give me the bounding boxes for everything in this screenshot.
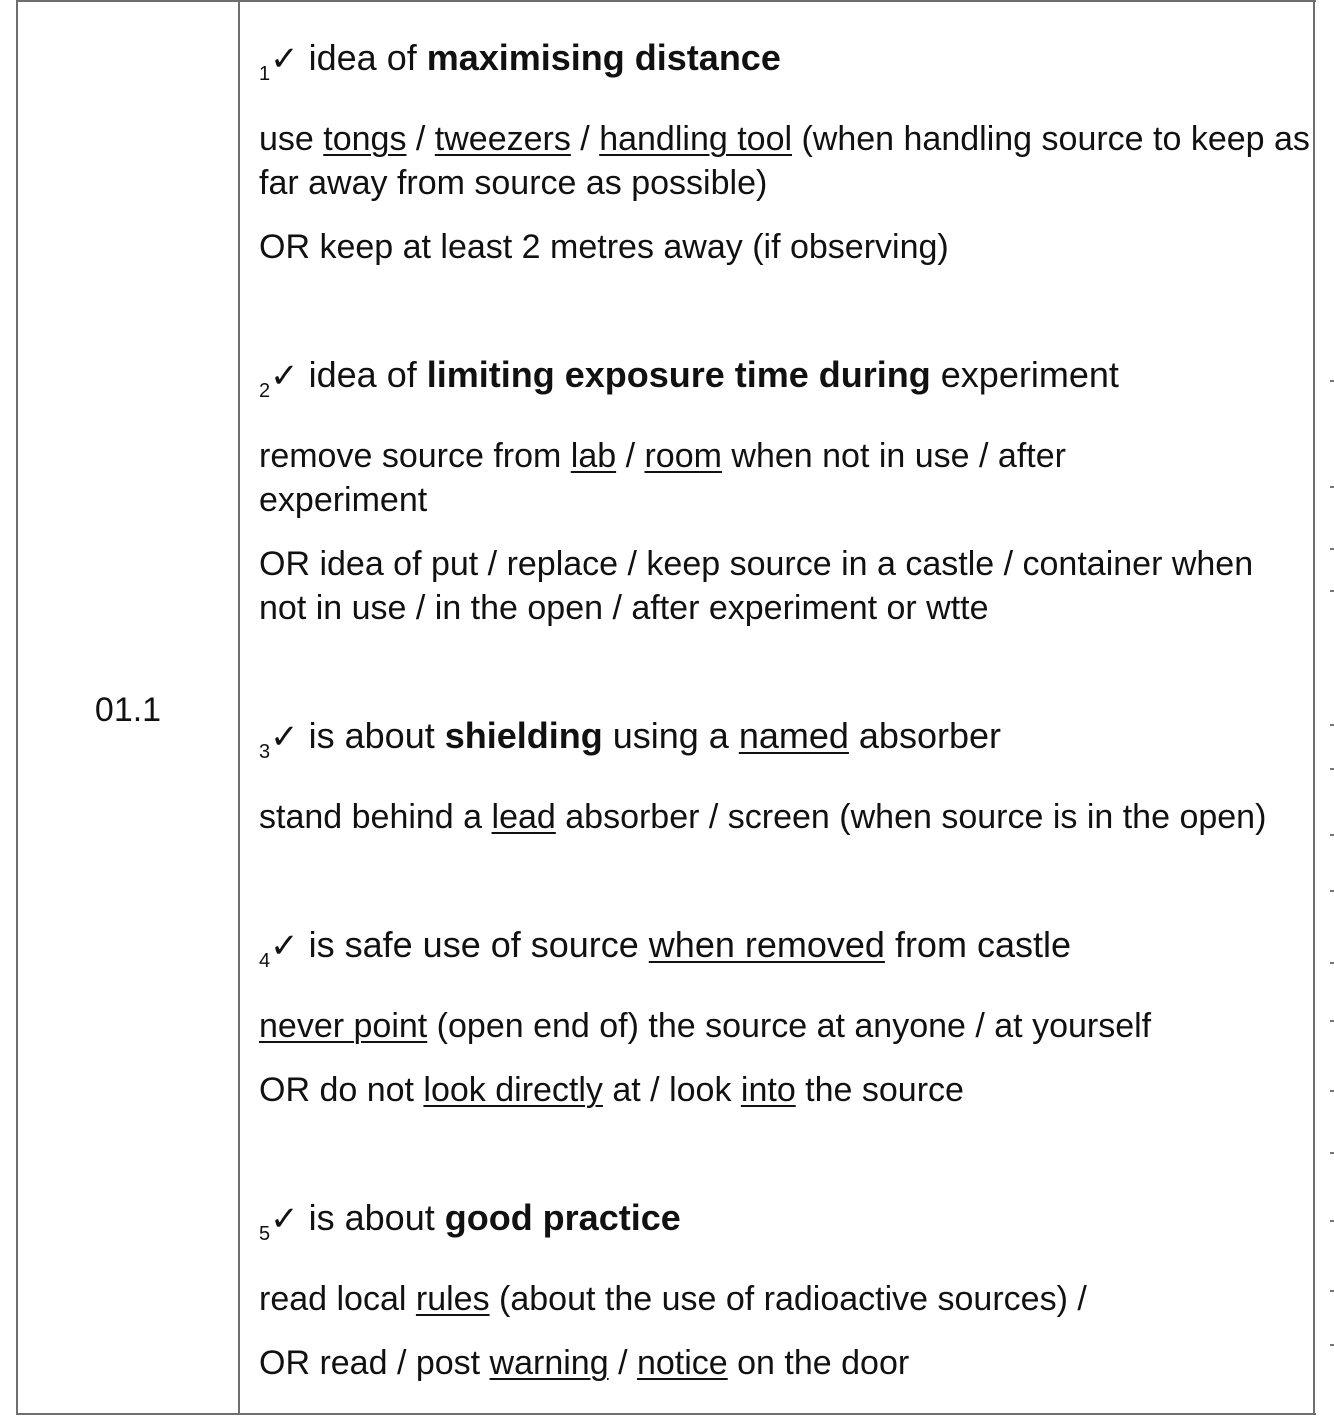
marking-point-3	[259, 714, 1311, 839]
marking-point-5	[259, 1196, 1311, 1385]
text-run: /	[608, 1344, 637, 1382]
text-run: is about	[308, 1197, 445, 1238]
underlined-keyword: room	[644, 437, 722, 475]
text-run: is about	[308, 715, 445, 756]
marking-point-number: 2	[259, 380, 271, 402]
text-run: when not in use / after experiment	[259, 437, 1066, 519]
tick-icon: ✓	[270, 40, 299, 78]
text-run: stand behind a	[259, 798, 492, 836]
underlined-keyword: notice	[636, 1344, 728, 1382]
heading-text	[309, 1197, 681, 1238]
text-run: /	[406, 120, 435, 158]
table-column-divider	[238, 0, 240, 1415]
marking-point-number: 5	[259, 1223, 271, 1245]
text-run: /	[570, 120, 600, 158]
underlined-keyword: when removed	[648, 924, 885, 965]
text-run: read local	[259, 1280, 416, 1318]
heading-text	[309, 354, 1119, 395]
marking-point-heading	[259, 923, 1311, 983]
tick-icon: ✓	[270, 357, 299, 395]
text-run: OR idea of put / replace / keep source in a castle / container when not in use / in the open / after experiment or wtte	[259, 545, 1254, 627]
marking-point-number: 1	[259, 63, 271, 85]
guidance-line	[259, 542, 1279, 630]
question-number: 01.1	[94, 691, 162, 729]
text-run: OR do not	[259, 1071, 424, 1109]
underlined-keyword: tweezers	[434, 120, 571, 158]
guidance-line	[259, 225, 1311, 269]
table-bottom-border	[16, 1413, 1316, 1415]
table-top-border	[16, 0, 1316, 2]
underlined-keyword: tongs	[323, 120, 407, 158]
guidance-line	[259, 434, 1189, 522]
text-run: at / look	[602, 1071, 741, 1109]
text-run: OR read / post	[259, 1344, 490, 1382]
text-run: remove source from	[259, 437, 571, 475]
marking-points	[259, 36, 1311, 1385]
tick-icon: ✓	[270, 718, 299, 756]
tick-icon: ✓	[270, 927, 299, 965]
marking-point-heading	[259, 714, 1311, 774]
text-run: from castle	[884, 924, 1071, 965]
marking-point-2	[259, 353, 1311, 630]
underlined-keyword: warning	[489, 1344, 609, 1382]
guidance-line	[259, 117, 1311, 205]
text-run: OR keep at least 2 metres away (if observing)	[259, 228, 949, 266]
underlined-keyword: into	[740, 1071, 796, 1109]
text-run: using a	[602, 715, 739, 756]
underlined-keyword: look directly	[423, 1071, 603, 1109]
heading-text	[309, 715, 1001, 756]
guidance-line	[259, 795, 1289, 839]
text-run: is safe use of source	[308, 924, 649, 965]
bold-emphasis: shielding	[444, 715, 603, 756]
marking-point-heading	[259, 1196, 1311, 1256]
text-run: absorber	[848, 715, 1001, 756]
underlined-keyword: lab	[570, 437, 617, 475]
guidance-line	[259, 1004, 1311, 1048]
table-right-border	[1313, 0, 1315, 1415]
marking-point-number: 3	[259, 741, 271, 763]
text-run: experiment	[930, 354, 1119, 395]
tick-icon: ✓	[270, 1200, 299, 1238]
heading-text	[309, 924, 1071, 965]
text-run: on the door	[727, 1344, 910, 1382]
underlined-keyword: rules	[415, 1280, 490, 1318]
text-run: the source	[795, 1071, 964, 1109]
text-run: use	[259, 120, 324, 158]
underlined-keyword: lead	[491, 798, 556, 836]
marking-point-heading	[259, 353, 1311, 413]
adjacent-column-edge	[1330, 0, 1334, 1419]
bold-emphasis: limiting exposure time during	[426, 354, 931, 395]
guidance-line	[259, 1068, 1311, 1112]
marking-point-4	[259, 923, 1311, 1112]
heading-text	[309, 37, 781, 78]
bold-emphasis: good practice	[444, 1197, 681, 1238]
marking-point-heading	[259, 36, 1311, 96]
underlined-keyword: handling tool	[599, 120, 793, 158]
marking-point-1	[259, 36, 1311, 269]
underlined-keyword: named	[738, 715, 849, 756]
text-run: /	[616, 437, 645, 475]
text-run: absorber / screen (when source is in the open)	[555, 798, 1267, 836]
text-run: idea of	[308, 354, 427, 395]
guidance-line	[259, 1277, 1311, 1321]
marking-point-number: 4	[259, 950, 271, 972]
text-run: (when handling source to keep as far away from source as possible)	[259, 120, 1310, 202]
guidance-line	[259, 1341, 1311, 1385]
text-run: (about the use of radioactive sources) /	[489, 1280, 1087, 1318]
text-run: idea of	[308, 37, 427, 78]
bold-emphasis: maximising distance	[426, 37, 781, 78]
text-run: (open end of) the source at anyone / at yourself	[427, 1007, 1152, 1045]
underlined-keyword: never point	[259, 1007, 428, 1045]
